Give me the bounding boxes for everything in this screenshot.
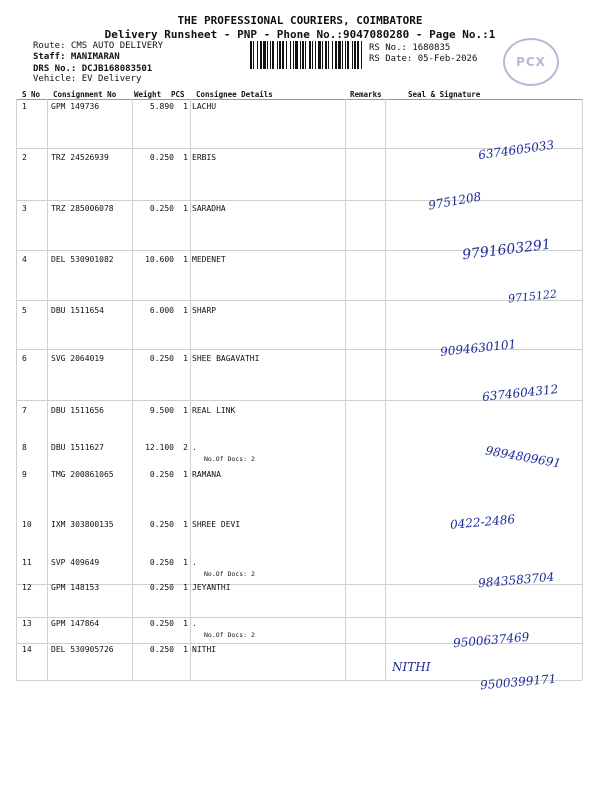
cell-name: LACHU [192, 102, 217, 111]
cell-sno: 12 [22, 583, 32, 592]
col-rule [582, 99, 583, 680]
cell-sno: 4 [22, 255, 27, 264]
cell-sno: 9 [22, 470, 27, 479]
cell-name: REAL LINK [192, 406, 236, 415]
route-label: Route: CMS AUTO DELIVERY [33, 41, 164, 51]
cell-sno: 6 [22, 354, 27, 363]
col-rule [385, 99, 386, 680]
runsheet-subtitle: Delivery Runsheet - PNP - Phone No.:9047080280 - Page No.:1 [104, 28, 496, 41]
cell-weight: 0.250 [149, 583, 174, 592]
cell-sno: 7 [22, 406, 27, 415]
cell-weight: 12.100 [145, 443, 174, 452]
cell-pcs: 1 [183, 406, 188, 415]
cell-cno: GPM 148153 [51, 583, 100, 592]
cell-weight: 0.250 [149, 558, 174, 567]
cell-weight: 10.600 [145, 255, 174, 264]
stamp-seal: PCX [503, 38, 559, 86]
cell-cno: TRZ 24526939 [51, 153, 109, 162]
row-rule [16, 617, 582, 618]
cell-pcs: 1 [183, 583, 188, 592]
cell-weight: 6.000 [149, 306, 174, 315]
col-sno: S No [22, 90, 41, 99]
cell-sno: 1 [22, 102, 27, 111]
cell-cno: DEL 530905726 [51, 645, 114, 654]
cell-cno: DBU 1511656 [51, 406, 104, 415]
col-remarks: Remarks [350, 90, 382, 99]
col-consignment: Consignment No [53, 90, 117, 99]
cell-sno: 2 [22, 153, 27, 162]
cell-name: SHREE DEVI [192, 520, 241, 529]
col-rule [132, 99, 133, 680]
drs-label: DRS No.: DCJB168083501 [33, 64, 153, 74]
company-title: THE PROFESSIONAL COURIERS, COIMBATORE [177, 14, 423, 27]
cell-pcs: 1 [183, 153, 188, 162]
cell-sno: 8 [22, 443, 27, 452]
cell-sno: 13 [22, 619, 32, 628]
handwritten-signature: 0422-2486 [449, 512, 516, 532]
handwritten-signature: 6374605033 [477, 137, 555, 163]
handwritten-signature: 9751208 [427, 189, 483, 213]
col-rule [47, 99, 48, 680]
cell-cno: IXM 303800135 [51, 520, 114, 529]
cell-pcs: 1 [183, 470, 188, 479]
col-rule [345, 99, 346, 680]
cell-pcs: 1 [183, 255, 188, 264]
cell-name: SARADHA [192, 204, 226, 213]
cell-weight: 0.250 [149, 520, 174, 529]
cell-pcs: 1 [183, 619, 188, 628]
cell-weight: 0.250 [149, 470, 174, 479]
cell-cno: DBU 1511627 [51, 443, 104, 452]
handwritten-signature: 9894809691 [484, 443, 562, 471]
cell-name: ERBIS [192, 153, 217, 162]
cell-name: RAMANA [192, 470, 221, 479]
cell-pcs: 1 [183, 520, 188, 529]
col-rule [190, 99, 191, 680]
vehicle-label: Vehicle: EV Delivery [33, 74, 142, 84]
cell-cno: GPM 147864 [51, 619, 100, 628]
cell-cno: TRZ 285006078 [51, 204, 114, 213]
cell-sno: 3 [22, 204, 27, 213]
cell-pcs: 1 [183, 102, 188, 111]
staff-label: Staff: MANIMARAN [33, 52, 120, 62]
cell-pcs: 1 [183, 645, 188, 654]
handwritten-signature: NITHI [392, 660, 431, 674]
handwritten-signature: 6374604312 [481, 382, 559, 404]
cell-pcs: 1 [183, 558, 188, 567]
cell-name: JEYANTHI [192, 583, 231, 592]
col-pcs: PCS [171, 90, 185, 99]
handwritten-signature: 9094630101 [439, 337, 517, 359]
cell-name: . [192, 558, 197, 567]
cell-sno: 11 [22, 558, 32, 567]
cell-cno: TMG 200861065 [51, 470, 114, 479]
cell-pcs: 2 [183, 443, 188, 452]
cell-cno: GPM 149736 [51, 102, 100, 111]
cell-docs: No.Of Docs: 2 [204, 631, 255, 639]
cell-weight: 0.250 [149, 619, 174, 628]
cell-sno: 5 [22, 306, 27, 315]
handwritten-signature: 9843583704 [477, 569, 555, 591]
col-consignee: Consignee Details [196, 90, 273, 99]
header-rule [16, 99, 582, 100]
handwritten-signature: 9500637469 [452, 629, 530, 651]
row-rule [16, 200, 582, 201]
cell-docs: No.Of Docs: 2 [204, 455, 255, 463]
handwritten-signature: 9791603291 [461, 236, 552, 264]
cell-weight: 0.250 [149, 153, 174, 162]
cell-sno: 14 [22, 645, 32, 654]
cell-name: NITHI [192, 645, 217, 654]
cell-cno: SVG 2064019 [51, 354, 104, 363]
cell-weight: 5.890 [149, 102, 174, 111]
cell-weight: 9.500 [149, 406, 174, 415]
cell-cno: DBU 1511654 [51, 306, 104, 315]
cell-name: . [192, 619, 197, 628]
rs-date-label: RS Date: 05-Feb-2026 [369, 54, 478, 64]
cell-weight: 0.250 [149, 204, 174, 213]
cell-sno: 10 [22, 520, 32, 529]
cell-name: SHEE BAGAVATHI [192, 354, 260, 363]
handwritten-signature: 9500399171 [479, 671, 557, 693]
rs-no-label: RS No.: 1680835 [369, 43, 451, 53]
cell-pcs: 1 [183, 204, 188, 213]
cell-name: . [192, 443, 197, 452]
handwritten-signature: 9715122 [507, 287, 558, 306]
cell-docs: No.Of Docs: 2 [204, 570, 255, 578]
cell-pcs: 1 [183, 354, 188, 363]
cell-name: SHARP [192, 306, 217, 315]
cell-name: MEDENET [192, 255, 226, 264]
cell-pcs: 1 [183, 306, 188, 315]
col-seal-signature: Seal & Signature [408, 90, 481, 99]
cell-weight: 0.250 [149, 645, 174, 654]
col-rule [16, 99, 17, 680]
cell-cno: DEL 530901082 [51, 255, 114, 264]
row-rule [16, 300, 582, 301]
cell-weight: 0.250 [149, 354, 174, 363]
col-weight: Weight [134, 90, 162, 99]
cell-cno: SVP 409649 [51, 558, 100, 567]
barcode [250, 41, 362, 69]
